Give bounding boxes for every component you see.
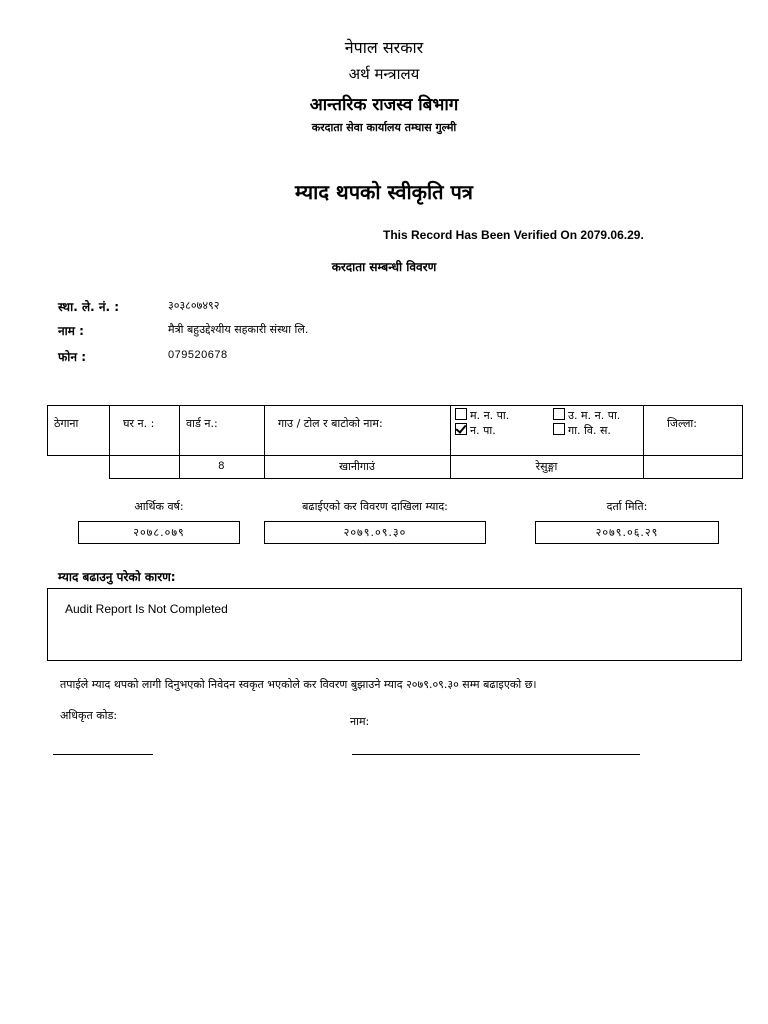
checked-checkbox-icon: [455, 423, 467, 435]
checkbox-icon: [553, 423, 565, 435]
reason-label: म्याद बढाउनु परेको कारण:: [58, 570, 176, 584]
name-line: [352, 754, 640, 755]
taxpayer-name-value: मैत्री बहुउद्देश्यीय सहकारी संस्था लि.: [168, 323, 309, 336]
fiscal-year-label: आर्थिक वर्ष:: [134, 500, 184, 513]
address-label: ठेगाना: [54, 417, 79, 430]
taxpayer-section-heading: करदाता सम्बन्धी विवरण: [331, 260, 437, 274]
pan-value: ३०३८०७४९२: [168, 299, 220, 312]
ministry-name: अर्थ मन्त्रालय: [348, 65, 420, 83]
type-option-umnp[interactable]: उ. म. न. पा.: [553, 408, 620, 423]
district-label: जिल्ला:: [667, 417, 697, 430]
fiscal-year-field: २०७८.०७९: [78, 521, 240, 544]
government-name: नेपाल सरकार: [344, 38, 424, 57]
signature-name-label: नाम:: [350, 715, 370, 728]
municipality-value: रेसुङ्गा: [535, 460, 558, 473]
pan-label: स्था. ले. नं. :: [58, 300, 120, 314]
checkbox-icon: [455, 408, 467, 420]
department-name: आन्तरिक राजस्व बिभाग: [309, 95, 459, 115]
street-value: खानीगाउं: [339, 460, 375, 473]
type-option-np[interactable]: न. पा.: [455, 423, 496, 438]
reason-box: [47, 588, 742, 661]
street-label: गाउ / टोल र बाटोको नाम:: [278, 417, 383, 430]
approval-statement: तपाईले म्याद थपको लागी दिनुभएको निवेदन स्वकृत भएकोले कर विवरण बुझाउने म्याद २०७९.०९.३० सम्म बढाइएको छ।: [60, 678, 537, 691]
registration-date-label: दर्ता मिति:: [606, 500, 648, 513]
office-name: करदाता सेवा कार्यालय तम्घास गुल्मी: [311, 121, 457, 134]
phone-value: 079520678: [168, 349, 228, 361]
registration-date-field: २०७९.०६.२९: [535, 521, 719, 544]
reason-text: Audit Report Is Not Completed: [65, 602, 228, 616]
ward-no-label: वार्ड न.:: [186, 417, 218, 430]
ward-no-value: 8: [218, 460, 225, 472]
phone-label: फोन :: [58, 350, 86, 364]
officer-code-line: [53, 754, 153, 755]
type-option-mnp[interactable]: म. न. पा.: [455, 408, 509, 423]
page-title: म्याद थपको स्वीकृति पत्र: [295, 180, 473, 204]
type-option-gavis[interactable]: गा. वि. स.: [553, 423, 611, 438]
verification-note: This Record Has Been Verified On 2079.06.29.: [383, 228, 644, 242]
house-no-label: घर न. :: [123, 417, 155, 430]
officer-code-label: अधिकृत कोड:: [60, 709, 118, 722]
extended-deadline-label: बढाईएको कर विवरण दाखिला म्याद:: [302, 500, 448, 513]
name-label: नाम :: [58, 324, 84, 338]
checkbox-icon: [553, 408, 565, 420]
extended-deadline-field: २०७९.०९.३०: [264, 521, 486, 544]
